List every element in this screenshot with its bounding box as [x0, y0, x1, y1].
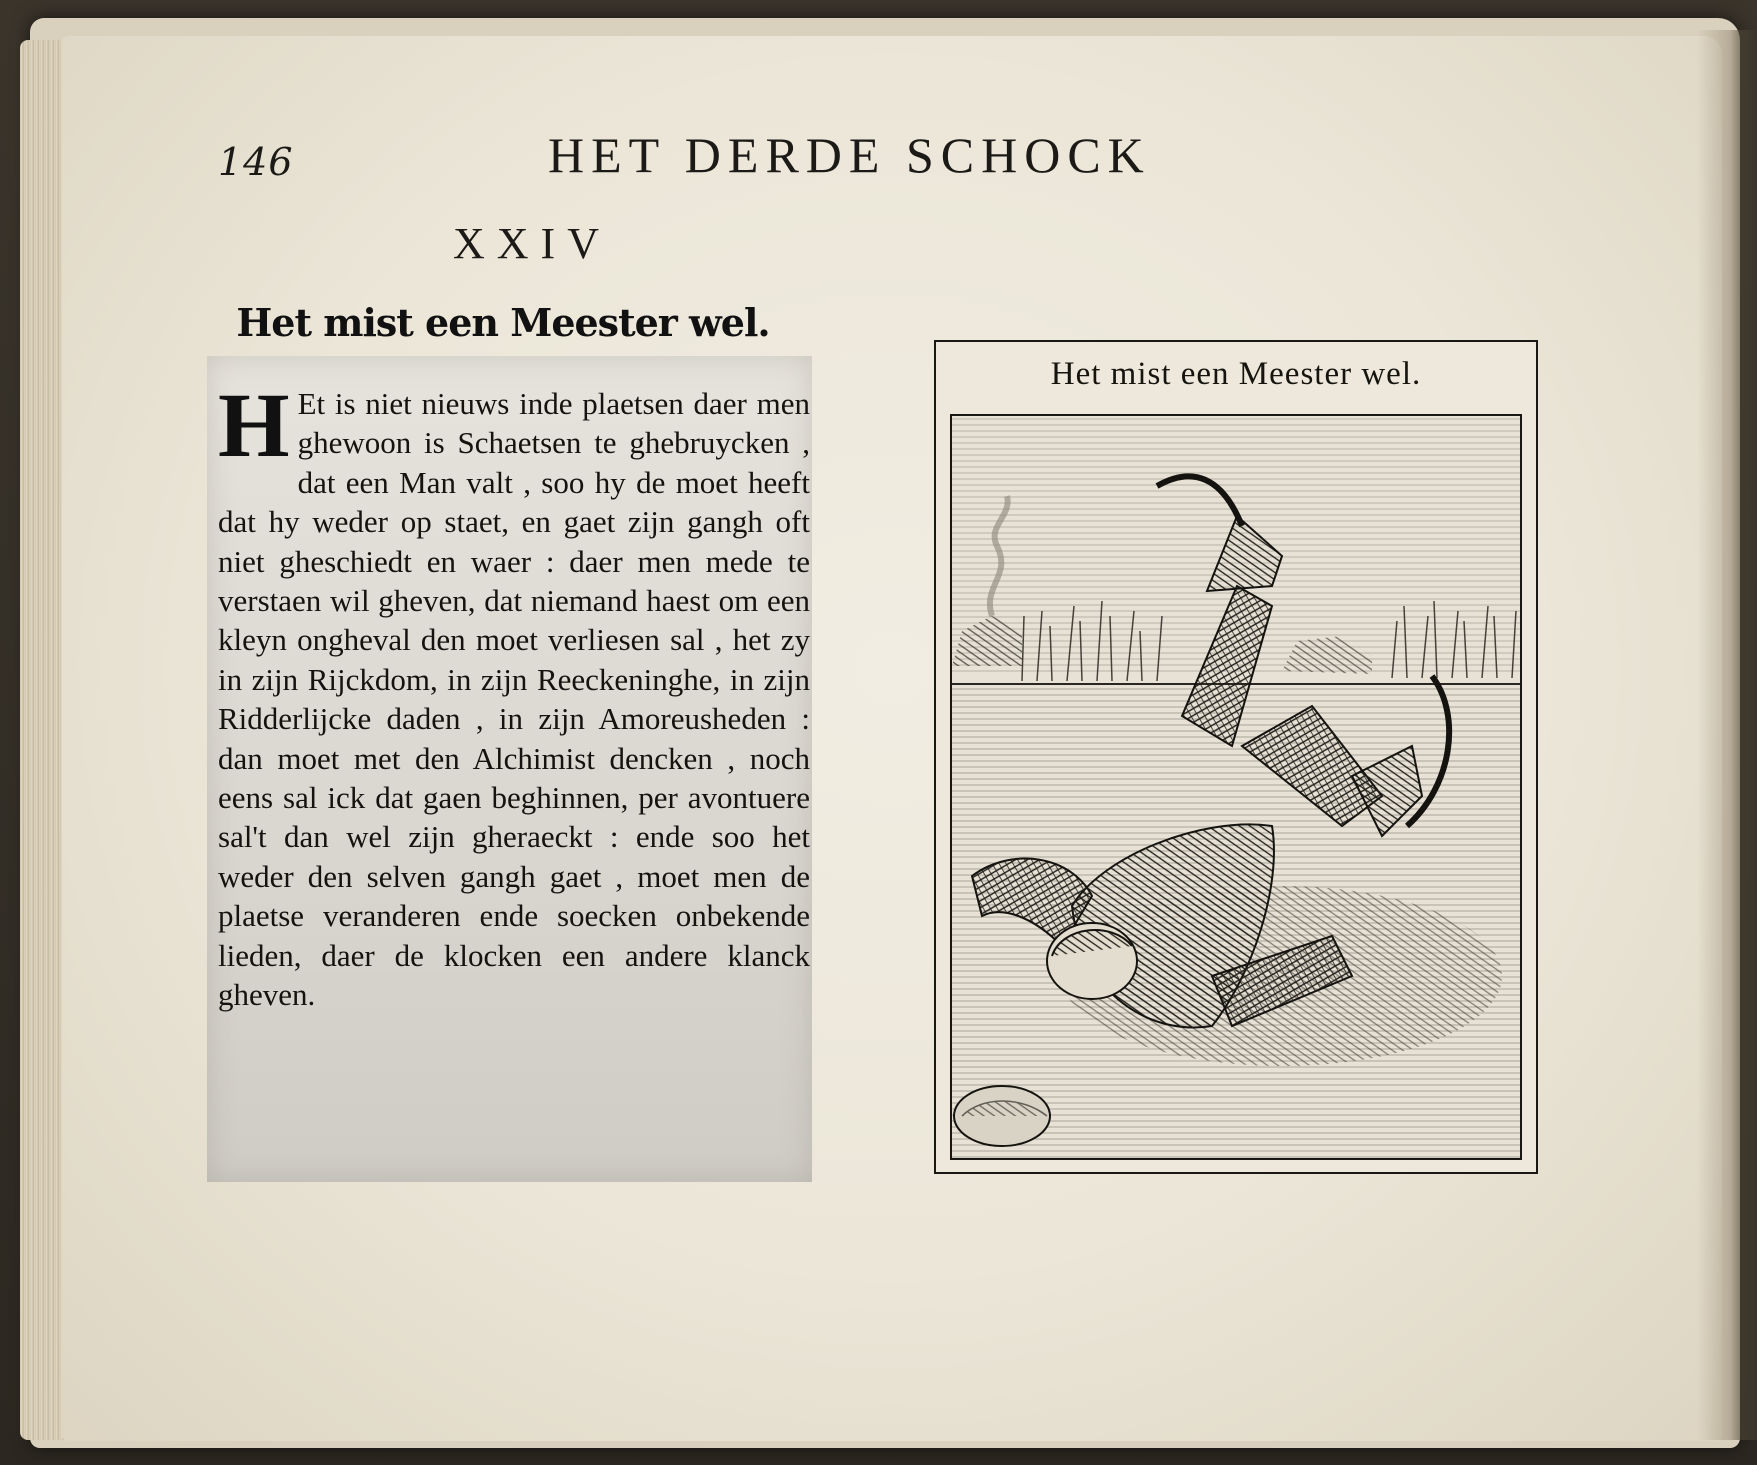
drop-cap: H	[218, 374, 290, 476]
body-text	[218, 374, 810, 1015]
chapter-number: XXIV	[453, 219, 611, 268]
page-number: 146	[218, 140, 294, 184]
emblem-frame	[934, 340, 1538, 1174]
gutter-shadow	[1697, 30, 1757, 1440]
engraving-illustration	[950, 414, 1522, 1160]
chapter-title: Het mist een Meester wel.	[236, 300, 770, 345]
fallen-skater-engraving	[952, 416, 1520, 1158]
page-edges	[20, 40, 68, 1440]
running-head	[0, 120, 1757, 184]
running-title: HET DERDE SCHOCK	[548, 127, 1151, 183]
body-paragraph: Et is niet nieuws inde plaetsen daer men ghewoon is Schaetsen te ghebruycken , dat een Man valt , soo hy de moet heeft dat hy weder op staet, en gaet zijn gangh oft niet gheschiedt en waer : daer men mede te verstaen wil gheven, dat niemand haest om een kleyn ongheval den moet verliesen sal , het zy in zijn Rijckdom, in zijn Reeckeninghe, in zijn Ridderlijcke daden , in zijn Amoreusheden : dan moet met den Alchimist dencken , noch eens sal ick dat gaen beghinnen, per avontuere sal't dan wel zijn gheraeckt : ende soo het weder den selven gangh gaet , moet men de plaetse veranderen ende soecken onbekende lieden, daer de klocken een andere klanck gheven.	[218, 386, 810, 1013]
emblem-motto: Het mist een Meester wel.	[1050, 356, 1422, 392]
